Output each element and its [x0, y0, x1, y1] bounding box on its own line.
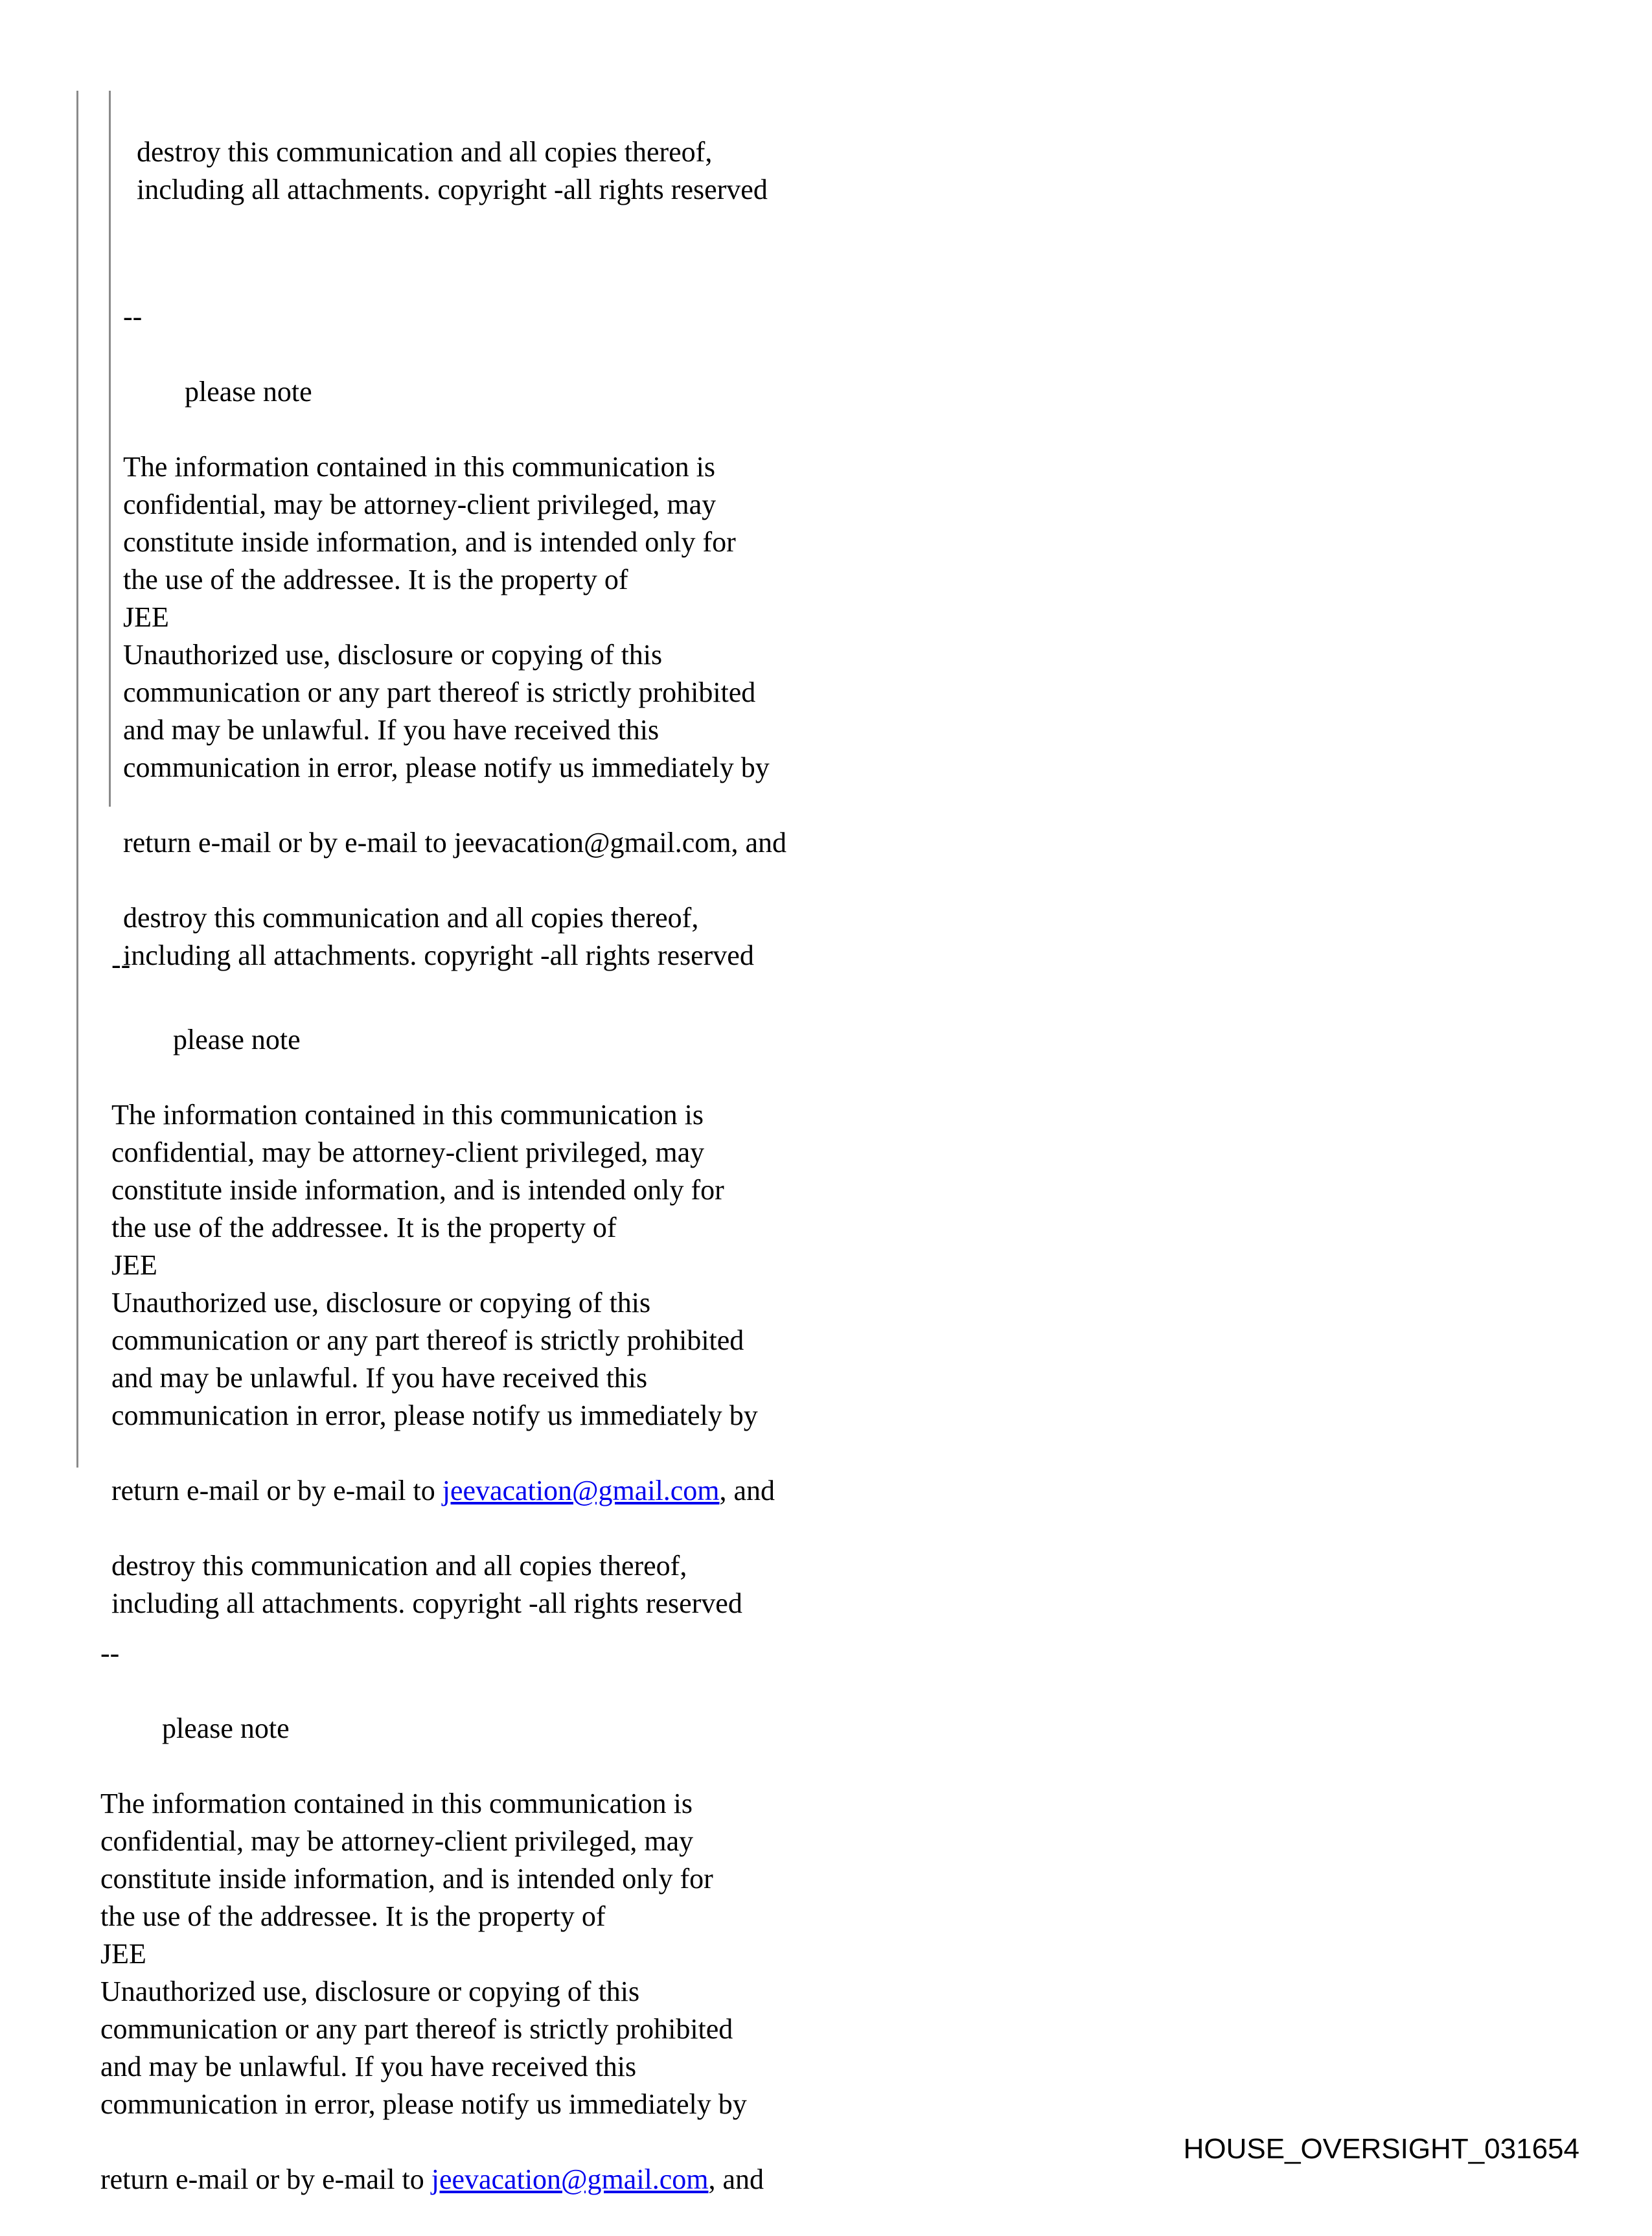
email-address-link[interactable]: jeevacation@gmail.com [442, 1475, 720, 1506]
email-address-link[interactable]: jeevacation@gmail.com [431, 2163, 709, 2195]
signature-dashes: -- [123, 301, 143, 332]
email-line-suffix: , and [719, 1475, 775, 1506]
email-disclaimer-2 [111, 908, 1213, 1660]
please-note-label: please note [173, 1024, 301, 1055]
quote-bar-outer [76, 91, 78, 1468]
disclaimer-email-line [123, 824, 1224, 862]
quote-bar-inner [109, 91, 111, 807]
email-line-prefix: return e-mail or by e-mail to [100, 2163, 431, 2195]
disclaimer-email-line [100, 2161, 1202, 2198]
disclaimer-body: The information contained in this communication is confidential, may be attorney-client privileged, may constitute inside information, and is intended only for the use of the addressee. It is the property of JEE Unauthorized use, disclosure or copying of this communication or any part thereof is strictly prohibited and may be unlawful. If you have received this communication in error, please notify us immediately by [111, 1099, 758, 1431]
email-line-suffix: , and [708, 2163, 764, 2195]
email-line-prefix: return e-mail or by e-mail to [123, 827, 454, 859]
disclaimer-body: The information contained in this communication is confidential, may be attorney-client privileged, may constitute inside information, and is intended only for the use of the addressee. It is the property of JEE Unauthorized use, disclosure or copying of this communication or any part thereof is strictly prohibited and may be unlawful. If you have received this communication in error, please notify us immediately by [100, 1788, 747, 2120]
email-line-prefix: return e-mail or by e-mail to [111, 1475, 442, 1506]
disclaimer-fragment-lines: destroy this communication and all copies thereof, including all attachments. copyright -all rights reserved [137, 136, 768, 205]
email-line-suffix: , and [731, 827, 787, 859]
signature-dashes: -- [111, 949, 131, 980]
disclaimer-fragment-top [137, 96, 1238, 246]
email-disclaimer-1 [123, 260, 1224, 1012]
please-note-label: please note [162, 1712, 290, 1744]
email-address-text: jeevacation@gmail.com [453, 827, 731, 859]
email-disclaimer-3 [100, 1597, 1202, 2236]
bates-number: HOUSE_OVERSIGHT_031654 [1183, 2133, 1579, 2165]
please-note-label: please note [185, 376, 312, 408]
disclaimer-body-end: destroy this communication and all copies thereof, including all attachments. copyright -all rights reserved [111, 1550, 742, 1619]
disclaimer-body-end: destroy this communication and all copies thereof, including all attachments. copyright -all rights reserved [123, 902, 754, 971]
signature-dashes: -- [100, 1637, 120, 1669]
disclaimer-body: The information contained in this communication is confidential, may be attorney-client privileged, may constitute inside information, and is intended only for the use of the addressee. It is the property of JEE Unauthorized use, disclosure or copying of this communication or any part thereof is strictly prohibited and may be unlawful. If you have received this communication in error, please notify us immediately by [123, 451, 770, 783]
disclaimer-email-line [111, 1472, 1213, 1510]
